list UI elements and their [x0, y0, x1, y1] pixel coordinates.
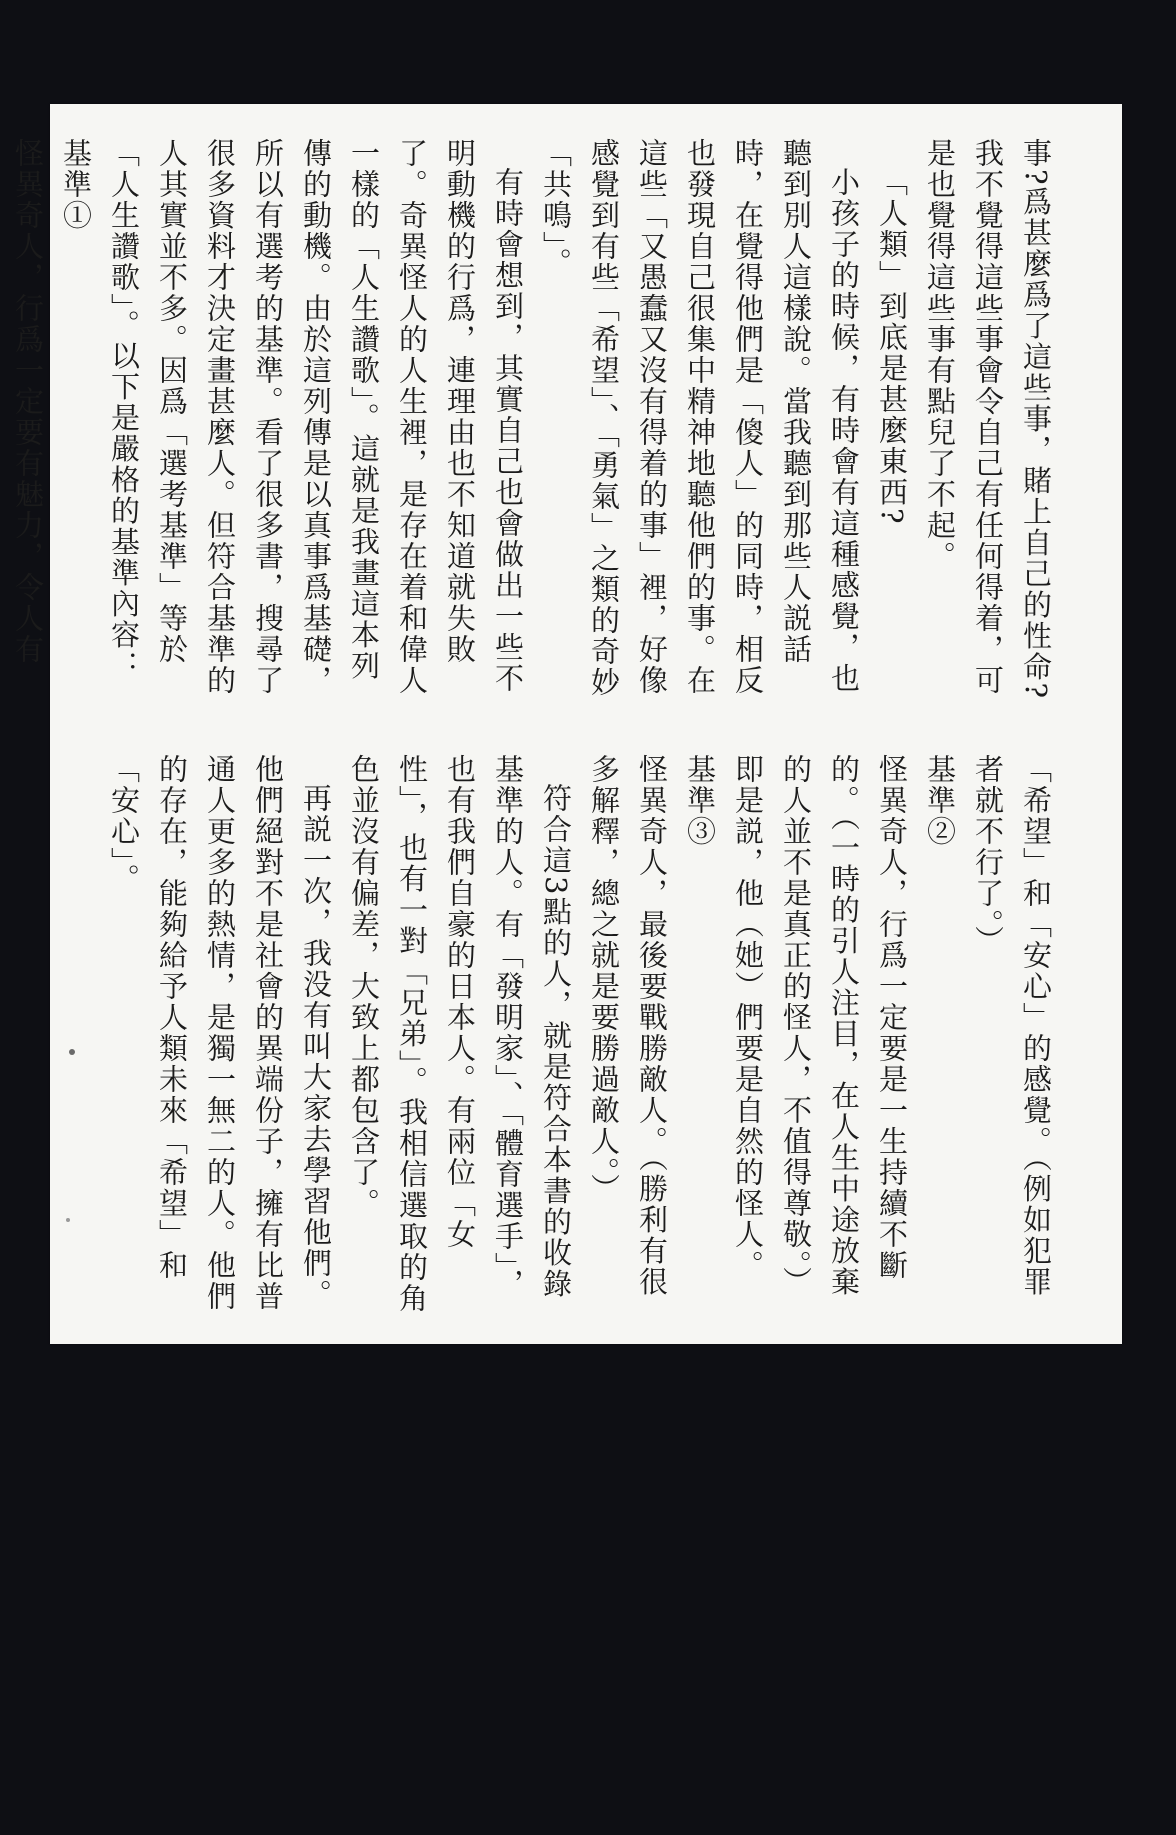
criterion-heading: 基準①	[59, 138, 93, 231]
upper-text-block	[4, 138, 1060, 708]
paragraph: 事?爲甚麼爲了這些事，賭上自己的性命?我不覺得這些事會令自己有任何得着，可是也覺得這些事有點兒了不起。	[923, 138, 1053, 701]
paragraph: 符合這3點的人，就是符合本書的收錄基準的人。有「發明家」、「體育選手」，也有我們自豪的日本人。有兩位「女性」，也有一對「兄弟」。我相信選取的角色並沒有偏差，大致上都包含了。	[347, 754, 573, 1314]
lower-text-block	[100, 754, 1060, 1314]
scanned-page	[11, 104, 1122, 1344]
paragraph: 有時會想到，其實自己也會做出一些不明動機的行爲，連理由也不知道就失敗了。奇異怪人的人生裡，是存在着和偉人一樣的「人生讚歌」。這就是我畫這本列傳的動機。由於這列傳是以真事爲基礎，所以有選考的基準。看了很多書，搜尋了很多資料才決定畫甚麼人。但符合基準的人其實並不多。因爲「選考基準」等於「人生讚歌」。以下是嚴格的基準內容：	[107, 138, 525, 696]
scan-speck	[66, 1218, 70, 1222]
paragraph: 怪異奇人，行爲一定要有魅力，令人有	[11, 138, 45, 665]
paragraph: 小孩子的時候，有時會有這種感覺，也聽到別人這樣說。當我聽到那些人説話時，在覺得他們是「傻人」的同時，相反也發現自己很集中精神地聽他們的事。在這些「又愚蠢又沒有得着的事」裡，好像感覺到有些「希望」、「勇氣」之類的奇妙「共鳴」。	[539, 138, 861, 698]
scan-speck	[69, 1049, 75, 1055]
criterion-heading: 基準②	[923, 754, 957, 847]
criterion-heading: 基準③	[683, 754, 717, 847]
paragraph: 怪異奇人，最後要戰勝敵人。（勝利有很多解釋，總之就是要勝過敵人。）	[587, 754, 669, 1298]
paragraph: 怪異奇人，行爲一定要是一生持續不斷的。（一時的引人注目，在人生中途放棄的人並不是真正的怪人，不值得尊敬。）即是説，他（她）們要是自然的怪人。	[731, 754, 909, 1298]
paragraph: 再説一次，我没有叫大家去學習他們。他們絕對不是社會的異端份子，擁有比普通人更多的熱情，是獨一無二的人。他們的存在，能夠給予人類未來「希望」和「安心」。	[107, 754, 333, 1312]
paragraph: 「人類」到底是甚麼東西?	[875, 167, 909, 526]
paragraph: 「希望」和「安心」的感覺。（例如犯罪者就不行了。）	[971, 754, 1053, 1298]
